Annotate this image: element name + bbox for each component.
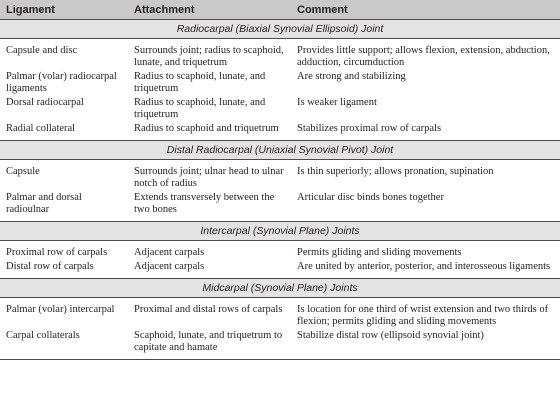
ligament-cell: Palmar (volar) radiocarpal ligaments <box>6 71 117 94</box>
comment-cell: Stabilize distal row (ellipsoid synovial joint) <box>291 329 560 360</box>
section-header-radiocarpal <box>0 20 560 39</box>
attachment-cell: Radius to scaphoid, lunate, and triquetrum <box>134 71 266 94</box>
attachment-cell: Radius to scaphoid and triquetrum <box>134 123 279 134</box>
ligament-cell: Radial collateral <box>6 123 76 134</box>
table-row <box>0 241 560 261</box>
table-header-row <box>0 0 560 20</box>
ligament-cell: Capsule and disc <box>6 45 78 56</box>
section-header-midcarpal <box>0 279 560 298</box>
comment-cell: Is weaker ligament <box>297 97 377 108</box>
section-title: Midcarpal (Synovial Plane) Joints <box>0 279 560 298</box>
ligament-cell: Dorsal radiocarpal <box>6 97 84 108</box>
table-row <box>0 260 560 279</box>
table-row <box>0 329 560 360</box>
comment-cell: Are united by anterior, posterior, and interosseous ligaments <box>297 261 551 272</box>
section-title: Distal Radiocarpal (Uniaxial Synovial Pivot) Joint <box>0 141 560 160</box>
attachment-cell: Adjacent carpals <box>134 247 205 258</box>
attachment-cell: Surrounds joint; ulnar head to ulnar notch of radius <box>134 166 284 189</box>
section-header-intercarpal <box>0 222 560 241</box>
comment-cell: Permits gliding and sliding movements <box>297 247 462 258</box>
ligament-cell: Palmar (volar) intercarpal <box>6 304 115 315</box>
section-header-distal-radiocarpal <box>0 141 560 160</box>
ligament-cell: Palmar and dorsal radioulnar <box>6 192 82 215</box>
header-comment: Comment <box>291 0 560 20</box>
comment-cell: Are strong and stabilizing <box>297 71 406 82</box>
table-row <box>0 122 560 141</box>
table-row <box>0 96 560 122</box>
table-row <box>0 191 560 222</box>
attachment-cell: Surrounds joint; radius to scaphoid, lunate, and triquetrum <box>134 45 284 68</box>
section-title: Intercarpal (Synovial Plane) Joints <box>0 222 560 241</box>
attachment-cell: Extends transversely between the two bones <box>134 192 275 215</box>
attachment-cell: Radius to scaphoid, lunate, and triquetrum <box>134 97 266 120</box>
comment-cell: Stabilizes proximal row of carpals <box>297 123 442 134</box>
attachment-cell: Scaphoid, lunate, and triquetrum to capitate and hamate <box>128 329 291 360</box>
header-ligament: Ligament <box>0 0 128 20</box>
ligament-cell: Distal row of carpals <box>6 261 94 272</box>
attachment-cell: Adjacent carpals <box>134 261 205 272</box>
attachment-cell: Proximal and distal rows of carpals <box>134 304 283 315</box>
table-row <box>0 160 560 192</box>
comment-cell: Provides little support; allows flexion, extension, abduction, adduction, circumduction <box>297 45 550 68</box>
ligament-cell: Carpal collaterals <box>0 329 128 360</box>
comment-cell: Is thin superiorly; allows pronation, supination <box>297 166 494 177</box>
table-row <box>0 298 560 330</box>
comment-cell: Articular disc binds bones together <box>297 192 444 203</box>
section-title: Radiocarpal (Biaxial Synovial Ellipsoid) Joint <box>0 20 560 39</box>
ligament-cell: Capsule <box>6 166 40 177</box>
header-attachment: Attachment <box>128 0 291 20</box>
ligament-cell: Proximal row of carpals <box>6 247 108 258</box>
table-row <box>0 39 560 71</box>
comment-cell: Is location for one third of wrist extension and two thirds of flexion; permits gliding and sliding movements <box>297 304 549 327</box>
table-row <box>0 70 560 96</box>
